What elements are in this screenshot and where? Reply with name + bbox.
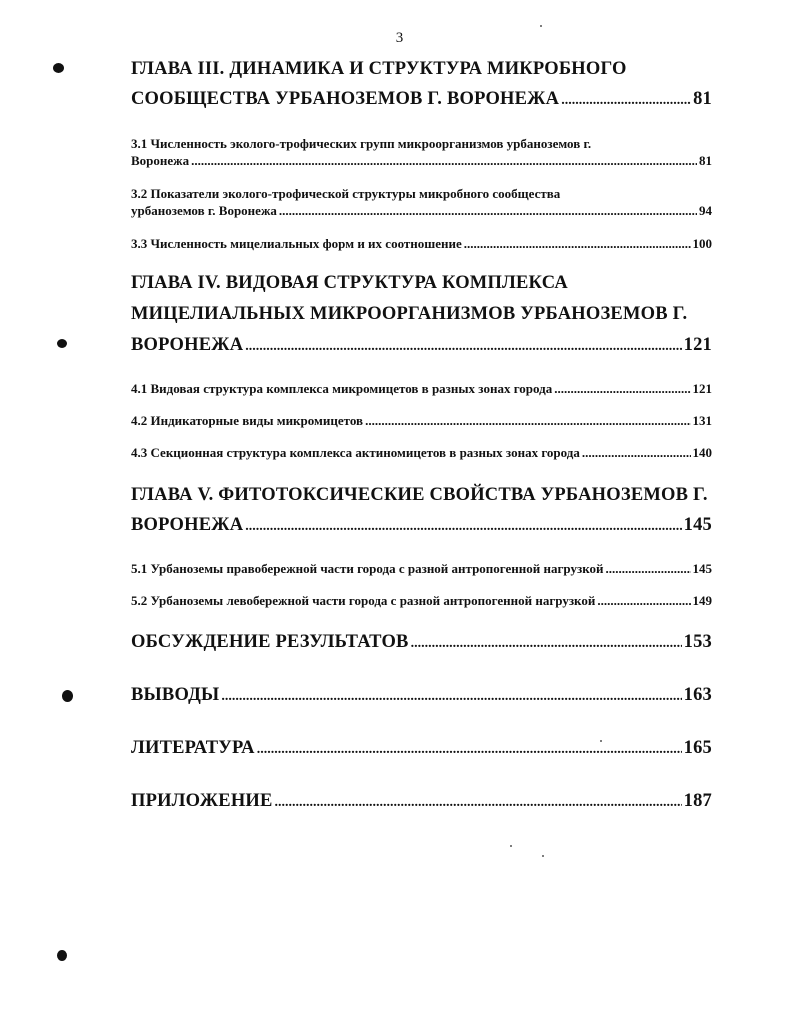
appendix-entry[interactable]	[131, 791, 712, 812]
scan-speck	[600, 740, 602, 742]
appendix-title: ПРИЛОЖЕНИЕ	[131, 791, 273, 811]
literature-entry[interactable]	[131, 738, 712, 759]
leader-dots	[257, 742, 682, 758]
scan-blot	[53, 63, 64, 73]
chapter-3-entry[interactable]	[131, 89, 712, 110]
section-4-1-entry[interactable]	[131, 381, 712, 397]
section-3-3-title: 3.3 Численность мицелиальных форм и их соотношение	[131, 236, 462, 251]
leader-dots	[554, 381, 690, 397]
section-5-2-entry[interactable]	[131, 593, 712, 609]
chapter-5-page: 145	[683, 515, 712, 535]
leader-dots	[365, 413, 690, 429]
chapter-4-title-line3: ВОРОНЕЖА	[131, 335, 244, 355]
section-3-2-line1: 3.2 Показатели эколого-трофической структуры микробного сообщества	[131, 186, 561, 201]
section-4-2-entry[interactable]	[131, 413, 712, 429]
scan-blot	[62, 690, 73, 702]
chapter-4-title-line1: ГЛАВА IV. ВИДОВАЯ СТРУКТУРА КОМПЛЕКСА	[131, 273, 568, 293]
section-3-1-page: 81	[699, 153, 712, 168]
scan-speck	[542, 855, 544, 857]
leader-dots	[275, 795, 682, 811]
conclusions-title: ВЫВОДЫ	[131, 685, 220, 705]
scan-blot	[57, 339, 67, 348]
section-4-2-title: 4.2 Индикаторные виды микромицетов	[131, 413, 364, 428]
scan-blot	[57, 950, 67, 961]
chapter-3-page: 81	[693, 89, 712, 109]
conclusions-page: 163	[683, 685, 712, 705]
section-5-2-title: 5.2 Урбаноземы левобережной части города с разной антропогенной нагрузкой	[131, 593, 596, 608]
leader-dots	[245, 519, 681, 535]
chapter-4-entry[interactable]	[131, 335, 712, 356]
literature-title: ЛИТЕРАТУРА	[131, 738, 255, 758]
leader-dots	[561, 93, 691, 109]
leader-dots	[411, 636, 682, 652]
leader-dots	[245, 339, 681, 355]
leader-dots	[582, 445, 691, 461]
leader-dots	[464, 236, 691, 252]
section-5-1-page: 145	[692, 561, 712, 576]
chapter-4-title-line2: МИЦЕЛИАЛЬНЫХ МИКРООРГАНИЗМОВ УРБАНОЗЕМОВ Г.	[131, 304, 688, 324]
scan-speck	[510, 845, 512, 847]
section-4-3-entry[interactable]	[131, 445, 712, 461]
chapter-3-title-line1: ГЛАВА III. ДИНАМИКА И СТРУКТУРА МИКРОБНОГО	[131, 59, 627, 79]
chapter-5-title-line1: ГЛАВА V. ФИТОТОКСИЧЕСКИЕ СВОЙСТВА УРБАНОЗЕМОВ Г.	[131, 485, 708, 505]
discussion-page: 153	[683, 632, 712, 652]
discussion-title: ОБСУЖДЕНИЕ РЕЗУЛЬТАТОВ	[131, 632, 409, 652]
leader-dots	[279, 203, 697, 219]
section-4-2-page: 131	[692, 413, 712, 428]
section-5-1-title: 5.1 Урбаноземы правобережной части города с разной антропогенной нагрузкой	[131, 561, 604, 576]
chapter-5-entry[interactable]	[131, 515, 712, 536]
section-4-3-title: 4.3 Секционная структура комплекса актиномицетов в разных зонах города	[131, 445, 580, 460]
leader-dots	[597, 593, 690, 609]
leader-dots	[606, 561, 691, 577]
page-number: 3	[395, 30, 404, 46]
leader-dots	[221, 689, 681, 705]
leader-dots	[191, 153, 697, 169]
discussion-entry[interactable]	[131, 632, 712, 653]
section-3-3-entry[interactable]	[131, 236, 712, 252]
section-3-1-entry[interactable]	[131, 153, 712, 169]
section-3-2-line2: урбаноземов г. Воронежа	[131, 203, 277, 218]
section-5-1-entry[interactable]	[131, 561, 712, 577]
chapter-5-title-line2: ВОРОНЕЖА	[131, 515, 244, 535]
section-4-3-page: 140	[692, 445, 712, 460]
literature-page: 165	[683, 738, 712, 758]
conclusions-entry[interactable]	[131, 685, 712, 706]
section-4-1-page: 121	[692, 381, 712, 396]
section-3-3-page: 100	[692, 236, 712, 251]
section-5-2-page: 149	[692, 593, 712, 608]
scan-speck	[540, 25, 542, 27]
section-3-1-line1: 3.1 Численность эколого-трофических групп микроорганизмов урбаноземов г.	[131, 136, 592, 151]
appendix-page: 187	[683, 791, 712, 811]
chapter-4-page: 121	[683, 335, 712, 355]
section-4-1-title: 4.1 Видовая структура комплекса микромицетов в разных зонах города	[131, 381, 553, 396]
section-3-2-page: 94	[699, 203, 712, 218]
section-3-1-line2: Воронежа	[131, 153, 190, 168]
section-3-2-entry[interactable]	[131, 203, 712, 219]
chapter-3-title-line2: СООБЩЕСТВА УРБАНОЗЕМОВ Г. ВОРОНЕЖА	[131, 89, 560, 109]
